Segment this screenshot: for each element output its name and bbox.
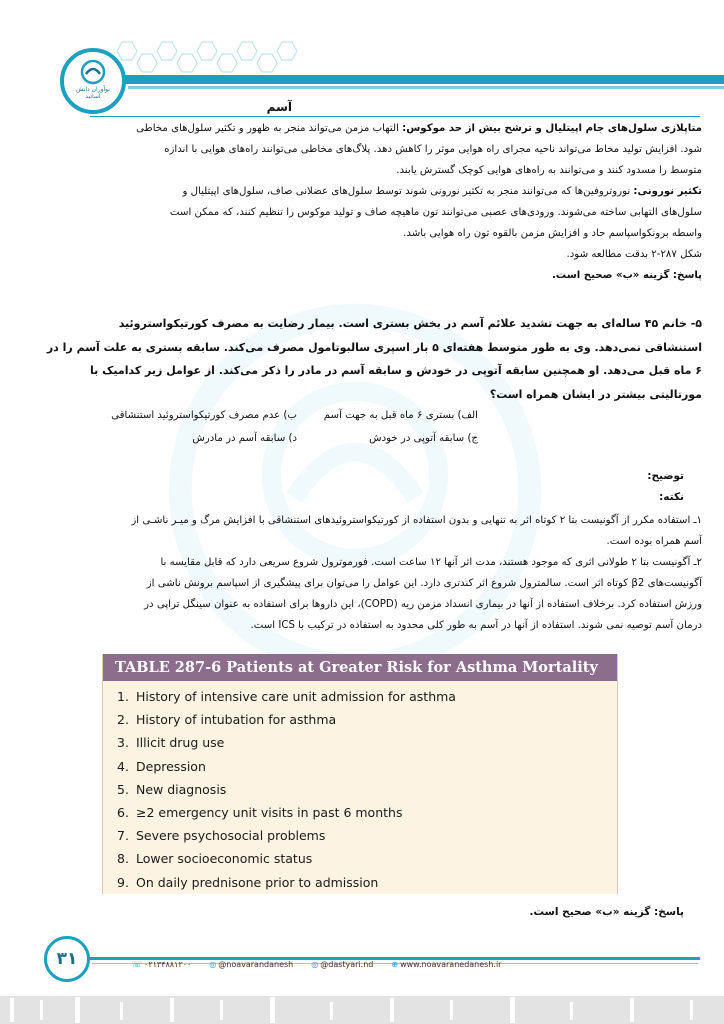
table-row-number: 1. bbox=[117, 689, 129, 704]
phone-icon: ☏ bbox=[132, 960, 143, 969]
table-row bbox=[117, 755, 617, 778]
intro-line-1 bbox=[66, 118, 702, 139]
globe-icon: ⊕ bbox=[391, 960, 399, 969]
intro-line-4 bbox=[66, 181, 702, 202]
intro-line-3: متوسط را مسدود کنند و می‌توانند به راه‌های هوایی کوچک گسترش یابند. bbox=[396, 165, 702, 176]
chapter-title: آسم bbox=[266, 100, 292, 114]
note-2-line-2: آگونیست‌های β2 کوتاه اثر است. سالمترول شروع اثر کندتری دارد. این عوامل را می‌توان برای پیشگیری از اسپاسم برونش ناشی از bbox=[146, 578, 702, 589]
phone-contact[interactable] bbox=[132, 960, 191, 969]
option-c: ج) سابقه آتوپی در خودش bbox=[369, 433, 478, 444]
hexagon-pattern bbox=[112, 40, 412, 76]
option-d: د) سابقه آسم در مادرش bbox=[192, 433, 297, 444]
table-row-text: History of intubation for asthma bbox=[136, 712, 337, 728]
question-line-3: ۶ ماه قبل می‌دهد. او همچنین سابقه آتوپی در خودش و سابقه آسم در مادر را ذکر می‌کند. از عوامل زیر کدامیک با bbox=[90, 364, 702, 377]
table-row-number: 2. bbox=[117, 712, 129, 728]
notes-text bbox=[66, 510, 702, 636]
note-1-line-1: ۱ـ استفاده مکرر از آگونیست بتا ۲ کوتاه اثر به تنهایی و بدون استفاده از کورتیکواستروئیدهای استنشاقی با افزایش مرگ و میـر ناشـی از bbox=[131, 515, 702, 526]
table-row-number: 5. bbox=[117, 781, 129, 797]
logo-subtitle: اساتید bbox=[85, 93, 101, 100]
table-row-text: New diagnosis bbox=[136, 781, 227, 797]
footer-decoration bbox=[0, 988, 724, 1024]
note-2-line-4: درمان آسم توصیه نمی شوند. استفاده از آنها در آسم به طور کلی محدود به استفاده در ترکیب با ICS است. bbox=[250, 620, 702, 631]
logo-text bbox=[70, 86, 116, 100]
table-row bbox=[117, 731, 617, 754]
question-line-2: استنشاقی نمی‌دهد. وی به طور متوسط هفته‌ای ۵ بار اسپری سالبوتامول مصرف می‌کند. سابقه بستری به علت آسم را در bbox=[46, 340, 702, 354]
instagram-icon: ◎ bbox=[209, 960, 217, 969]
intro-answer bbox=[66, 265, 702, 286]
note-1-line-2: آسم همراه بوده است. bbox=[606, 536, 702, 547]
question-line-4: مورتالیتی بیشتر در ایشان همراه است؟ bbox=[489, 387, 702, 401]
table-row-text: ≥2 emergency unit visits in past 6 months bbox=[136, 805, 403, 821]
table-title: TABLE 287-6 Patients at Greater Risk for Asthma Mortality bbox=[103, 654, 617, 681]
table-row-text: On daily prednisone prior to admission bbox=[136, 874, 379, 890]
table-row-text: Severe psychosocial problems bbox=[136, 828, 326, 844]
neuro-heading: تکثیر نورونی: bbox=[633, 186, 702, 197]
table-row-text: Depression bbox=[136, 758, 206, 774]
website-text: www.noavaranedanesh.ir bbox=[400, 960, 502, 969]
table-row-text: Illicit drug use bbox=[136, 735, 225, 751]
note-label: نکته: bbox=[659, 491, 684, 503]
final-answer: پاسخ: گزینه «ب» صحیح است. bbox=[529, 906, 684, 918]
intro-answer-text: پاسخ: گزینه «ب» صحیح است. bbox=[552, 270, 702, 281]
table-list bbox=[103, 681, 617, 894]
option-b: ب) عدم مصرف کورتیکواستروئید استنشاقی bbox=[111, 410, 297, 421]
logo bbox=[60, 48, 126, 114]
explanation-label: توضیح: bbox=[647, 470, 684, 482]
header-rule bbox=[90, 116, 700, 117]
intro-text bbox=[66, 118, 702, 286]
intro-line-1-text: التهاب مزمن می‌تواند منجر به ظهور و تکثیر سلول‌های مخاطی bbox=[136, 123, 399, 134]
table-row bbox=[117, 778, 617, 801]
note-2-line-3: ورزش استفاده کرد. برخلاف استفاده از آنها در بیماری انسداد مزمن ریه (COPD)، این داروها برای استفاده به عنوان سینگل تراپی در bbox=[144, 599, 702, 610]
intro-line-5: سلول‌های التهابی ساخته می‌شوند. ورودی‌های عصبی می‌توانند تون ماهیچه صاف و تولید موکوس را تنظیم کنند، که ممکن است bbox=[169, 207, 702, 218]
table-row-text: History of intensive care unit admission for asthma bbox=[136, 689, 456, 704]
instagram-1-text: @noavarandanesh bbox=[218, 960, 294, 969]
intro-line-2: شود. افزایش تولید مخاط می‌تواند ناحیه مجرای راه هوایی موثر را کاهش دهد. پلاگ‌های مخاطی می‌توانند راه‌های هوایی با اندازه bbox=[164, 144, 702, 155]
header-band bbox=[105, 75, 724, 84]
table-row bbox=[117, 847, 617, 870]
table-row bbox=[117, 824, 617, 847]
instagram-contact-2[interactable] bbox=[311, 960, 373, 969]
footer-contacts bbox=[132, 960, 572, 969]
question-text bbox=[46, 312, 702, 406]
question-line-1: ۵- خانم ۴۵ ساله‌ای به جهت تشدید علائم آسم در بخش بستری است. بیمار رضایت به مصرف کورتیکواستروئید bbox=[118, 317, 702, 330]
table-row bbox=[117, 685, 617, 708]
table-row bbox=[117, 708, 617, 731]
phone-text: ۰۲۱۳۴۸۸۱۲۰۰ bbox=[144, 960, 192, 969]
header-band-thin bbox=[128, 86, 724, 89]
table-row-number: 3. bbox=[117, 735, 129, 751]
metaplasia-heading: متاپلازی سلول‌های جام اپیتلیال و ترشح بیش از حد موکوس: bbox=[402, 123, 702, 134]
table-row-number: 9. bbox=[117, 874, 129, 890]
table-row bbox=[117, 871, 617, 894]
table-row bbox=[117, 801, 617, 824]
instagram-2-text: @dastyari.nd bbox=[320, 960, 374, 969]
intro-line-4-text: نوروتروفین‌ها که می‌توانند منجر به تکثیر نورونی شوند توسط سلول‌های عضلانی صاف، سلول‌های اپیتلیال و bbox=[182, 186, 631, 197]
page-number: ۳۱ bbox=[44, 936, 90, 982]
logo-title: نوآوران دانش bbox=[76, 86, 110, 93]
table-row-number: 7. bbox=[117, 828, 129, 844]
instagram-contact-1[interactable] bbox=[209, 960, 293, 969]
table-row-number: 8. bbox=[117, 851, 129, 867]
table-row-number: 4. bbox=[117, 758, 129, 774]
table-row-number: 6. bbox=[117, 805, 129, 821]
instagram-icon: ◎ bbox=[311, 960, 319, 969]
intro-line-7: شکل ۲۸۷-۲ بدقت مطالعه شود. bbox=[566, 249, 702, 260]
note-2-line-1: ۲ـ آگونیست بتا ۲ طولانی اثری که موجود هستند، مدت اثر آنها ۱۲ ساعت است. فورموترول شروع سریعی دارد که قابل مقایسه با bbox=[160, 557, 702, 568]
option-a: الف) بستری ۶ ماه قبل به جهت آسم bbox=[323, 410, 478, 421]
risk-table bbox=[102, 654, 618, 894]
intro-line-6: واسطه برونکواسپاسم حاد و افزایش مزمن بالقوه تون راه هوایی باشد. bbox=[403, 228, 702, 239]
table-row-text: Lower socioeconomic status bbox=[136, 851, 313, 867]
website-link[interactable] bbox=[391, 960, 501, 969]
